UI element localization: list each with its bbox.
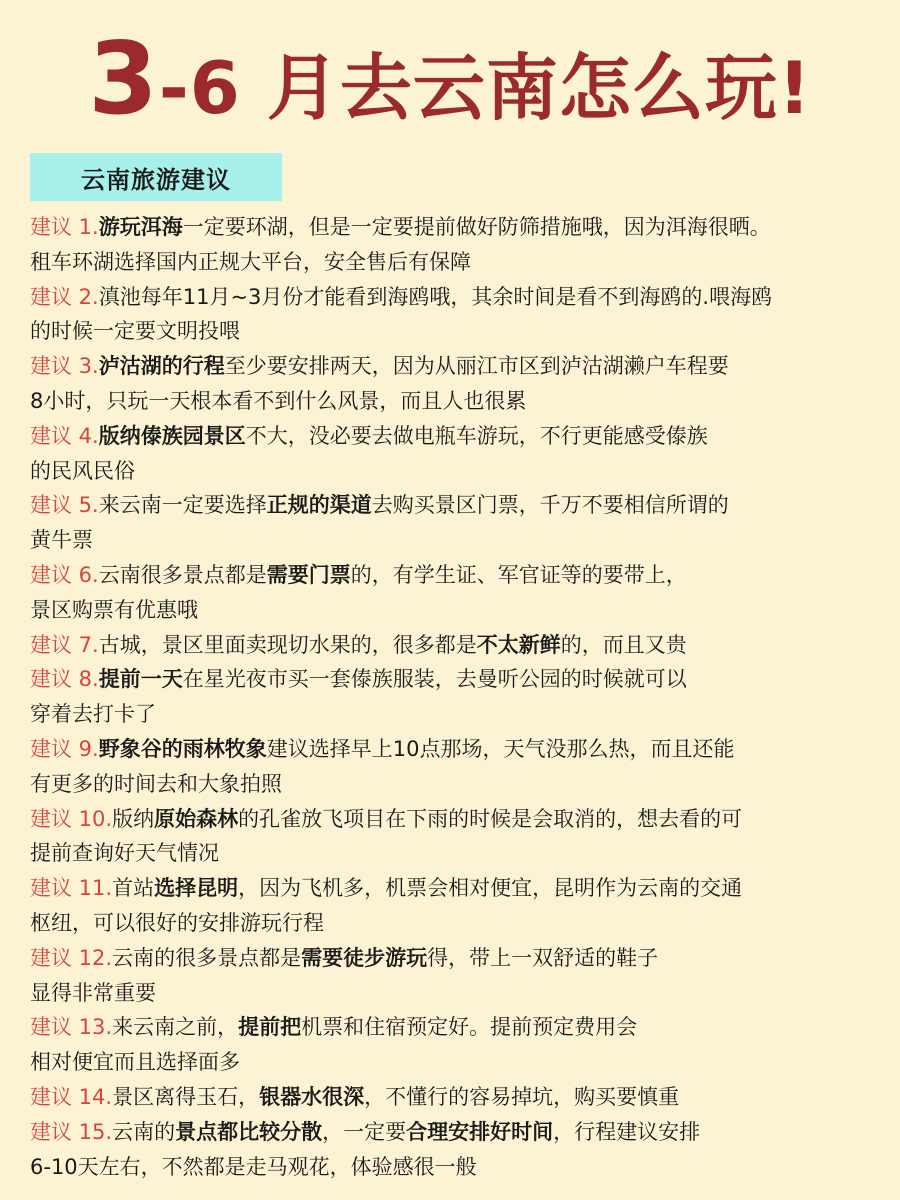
tip-highlight: 野象谷的雨林牧象 xyxy=(98,736,267,761)
section-label-box xyxy=(30,153,282,201)
tips-list xyxy=(30,210,892,1184)
tip-line xyxy=(30,349,892,384)
tip-highlight: 不太新鲜 xyxy=(476,632,561,657)
tip-text: 至少要安排两天，因为从丽江市区到泸沽湖濑户车程要 xyxy=(224,354,729,379)
tip-highlight: 泸沽湖的行程 xyxy=(98,354,225,379)
tip-line xyxy=(30,245,892,280)
tip-text: 的时候一定要文明投喂 xyxy=(30,319,240,344)
tip-highlight: 选择昆明 xyxy=(154,876,239,901)
tip-line xyxy=(30,1115,892,1150)
tip-highlight: 提前一天 xyxy=(98,667,183,692)
tip-text: ，一定要 xyxy=(322,1119,407,1144)
tip-label: 建议 14. xyxy=(30,1084,113,1109)
tip-highlight: 正规的渠道 xyxy=(266,493,372,518)
tip-text: 不大，没必要去做电瓶车游玩，不行更能感受傣族 xyxy=(245,423,708,448)
tip-text: 黄牛票 xyxy=(30,528,93,553)
tip-item xyxy=(30,280,892,350)
tip-line xyxy=(30,941,892,976)
tip-text: 古城，景区里面卖现切水果的，很多都是 xyxy=(98,632,477,657)
tip-line xyxy=(30,906,892,941)
tip-text: 云南很多景点都是 xyxy=(98,562,267,587)
tip-line xyxy=(30,384,892,419)
tip-item xyxy=(30,802,892,872)
tip-line xyxy=(30,836,892,871)
tip-item xyxy=(30,1080,892,1115)
tip-item xyxy=(30,662,892,732)
tip-text: 景区离得玉石， xyxy=(112,1084,260,1109)
tip-label: 建议 2. xyxy=(30,284,99,309)
tip-text: 云南的 xyxy=(112,1119,176,1144)
tip-line xyxy=(30,1045,892,1080)
tip-line xyxy=(30,697,892,732)
tip-highlight: 版纳傣族园景区 xyxy=(98,423,246,448)
tip-item xyxy=(30,488,892,558)
tip-line xyxy=(30,419,892,454)
section-label: 云南旅游建议 xyxy=(81,165,231,194)
tip-text: 得，带上一双舒适的鞋子 xyxy=(427,945,659,970)
tip-label: 建议 10. xyxy=(30,806,113,831)
tip-line xyxy=(30,732,892,767)
tip-line xyxy=(30,1150,892,1185)
tip-text: 的民风民俗 xyxy=(30,458,135,483)
tip-text: 提前查询好天气情况 xyxy=(30,841,219,866)
tip-text: 相对便宜而且选择面多 xyxy=(30,1050,240,1075)
tip-line xyxy=(30,871,892,906)
tip-highlight: 银器水很深 xyxy=(259,1084,365,1109)
tip-highlight: 提前把 xyxy=(238,1015,302,1040)
tip-label: 建议 3. xyxy=(30,354,99,379)
page-title-number: 3 xyxy=(88,20,159,137)
tip-text: 的，有学生证、军官证等的要带上， xyxy=(350,562,687,587)
tip-item xyxy=(30,349,892,419)
tip-text: 去购买景区门票，千万不要相信所谓的 xyxy=(371,493,729,518)
tip-text: 首站 xyxy=(112,876,155,901)
tip-highlight: 需要徒步游玩 xyxy=(301,945,428,970)
tip-text: 版纳 xyxy=(112,806,155,831)
tip-item xyxy=(30,1010,892,1080)
tip-line xyxy=(30,628,892,663)
tip-label: 建议 4. xyxy=(30,423,99,448)
tip-highlight: 景点都比较分散 xyxy=(175,1119,323,1144)
page-title xyxy=(0,20,900,137)
page-title-text: -6 月去云南怎么玩! xyxy=(158,46,812,130)
tip-highlight: 游玩洱海 xyxy=(98,215,183,239)
tip-label: 建议 7. xyxy=(30,632,99,657)
tip-text: 枢纽，可以很好的安排游玩行程 xyxy=(30,910,324,935)
tip-text: 机票和住宿预定好。提前预定费用会 xyxy=(301,1015,638,1040)
tip-line xyxy=(30,210,892,245)
tip-label: 建议 5. xyxy=(30,493,99,518)
tip-text: 来云南一定要选择 xyxy=(98,493,267,518)
tip-line xyxy=(30,662,892,697)
tip-line xyxy=(30,1010,892,1045)
tip-label: 建议 12. xyxy=(30,945,113,970)
tip-line xyxy=(30,767,892,802)
tip-line xyxy=(30,558,892,593)
tip-label: 建议 1. xyxy=(30,215,99,239)
tip-item xyxy=(30,732,892,802)
tip-text: 租车环湖选择国内正规大平台，安全售后有保障 xyxy=(30,249,471,274)
tip-line xyxy=(30,314,892,349)
tip-text: 景区购票有优惠哦 xyxy=(30,597,198,622)
tip-text: ，不懂行的容易掉坑，购买要慎重 xyxy=(364,1084,680,1109)
tip-line xyxy=(30,593,892,628)
tip-text: 8小时，只玩一天根本看不到什么风景，而且人也很累 xyxy=(30,388,527,413)
tip-item xyxy=(30,871,892,941)
tip-item xyxy=(30,941,892,1011)
tip-line xyxy=(30,523,892,558)
tip-label: 建议 9. xyxy=(30,736,99,761)
tip-line xyxy=(30,1080,892,1115)
tip-item xyxy=(30,419,892,489)
tip-line xyxy=(30,976,892,1011)
tip-label: 建议 13. xyxy=(30,1015,113,1040)
tip-label: 建议 15. xyxy=(30,1119,113,1144)
tip-text: 有更多的时间去和大象拍照 xyxy=(30,771,282,796)
tip-highlight: 需要门票 xyxy=(266,562,351,587)
tip-text: 建议选择早上10点那场，天气没那么热，而且还能 xyxy=(266,736,735,761)
tip-item xyxy=(30,1115,892,1185)
tip-text: 穿着去打卡了 xyxy=(30,702,156,727)
tip-text: 来云南之前， xyxy=(112,1015,239,1040)
tip-text: 显得非常重要 xyxy=(30,980,156,1005)
tip-text: 6-10天左右，不然都是走马观花，体验感很一般 xyxy=(30,1154,477,1179)
tip-text: 的孔雀放飞项目在下雨的时候是会取消的，想去看的可 xyxy=(238,806,743,831)
tip-text: 的，而且又贵 xyxy=(560,632,687,657)
tip-line xyxy=(30,488,892,523)
tip-line xyxy=(30,280,892,315)
tip-text: 滇池每年11月~3月份才能看到海鸥哦，其余时间是看不到海鸥的.喂海鸥 xyxy=(98,284,773,309)
tip-text: 一定要环湖，但是一定要提前做好防筛措施哦，因为洱海很晒。 xyxy=(182,215,771,239)
tip-line xyxy=(30,802,892,837)
tip-text: ，因为飞机多，机票会相对便宜，昆明作为云南的交通 xyxy=(238,876,743,901)
tip-highlight: 原始森林 xyxy=(154,806,239,831)
tip-item xyxy=(30,558,892,628)
tip-label: 建议 11. xyxy=(30,876,113,901)
tip-text: 云南的很多景点都是 xyxy=(112,945,302,970)
tip-highlight: 合理安排好时间 xyxy=(406,1119,554,1144)
tip-item xyxy=(30,628,892,663)
tip-item xyxy=(30,210,892,280)
tip-text: 在星光夜市买一套傣族服装，去曼听公园的时候就可以 xyxy=(182,667,687,692)
tip-text: ，行程建议安排 xyxy=(553,1119,701,1144)
tip-line xyxy=(30,454,892,489)
tip-label: 建议 6. xyxy=(30,562,99,587)
tip-label: 建议 8. xyxy=(30,667,99,692)
